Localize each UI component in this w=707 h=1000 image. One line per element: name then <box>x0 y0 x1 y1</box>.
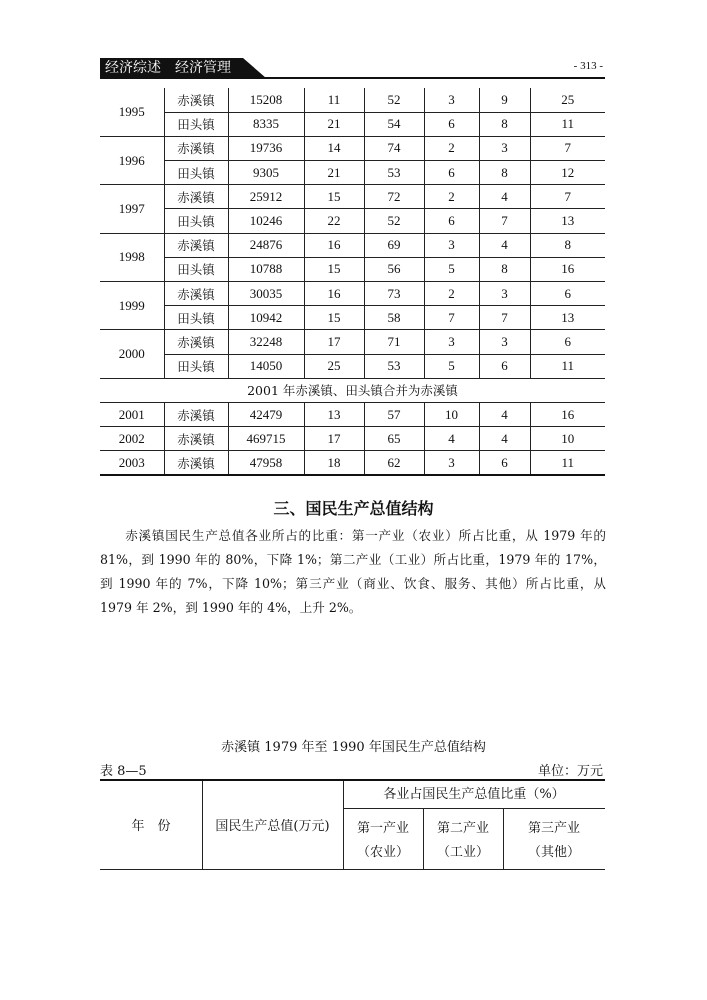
value-cell: 8 <box>479 161 530 185</box>
value-cell: 10246 <box>228 209 304 233</box>
value-cell: 4 <box>479 233 530 257</box>
value-cell: 53 <box>364 161 424 185</box>
merge-note: 2001 年赤溪镇、田头镇合并为赤溪镇 <box>100 378 605 402</box>
table-row <box>100 451 605 475</box>
header-divider <box>343 808 605 809</box>
value-cell: 8 <box>530 233 605 257</box>
table-row <box>100 185 605 209</box>
value-cell: 10788 <box>228 257 304 281</box>
value-cell: 42479 <box>228 402 304 426</box>
value-cell: 15 <box>304 257 364 281</box>
value-cell: 13 <box>530 209 605 233</box>
value-cell: 53 <box>364 354 424 378</box>
value-cell: 25 <box>530 88 605 112</box>
value-cell: 19736 <box>228 136 304 160</box>
town-cell: 田头镇 <box>164 161 228 185</box>
value-cell: 22 <box>304 209 364 233</box>
year-cell: 1998 <box>100 233 164 281</box>
year-cell: 2003 <box>100 451 164 475</box>
value-cell: 5 <box>424 257 479 281</box>
value-cell: 6 <box>479 354 530 378</box>
value-cell: 10942 <box>228 306 304 330</box>
value-cell: 3 <box>479 330 530 354</box>
town-cell: 赤溪镇 <box>164 451 228 475</box>
value-cell: 73 <box>364 282 424 306</box>
value-cell: 7 <box>530 185 605 209</box>
table-row <box>100 402 605 426</box>
col-header-year: 年 份 <box>131 819 171 834</box>
value-cell: 56 <box>364 257 424 281</box>
value-cell: 12 <box>530 161 605 185</box>
value-cell: 3 <box>479 136 530 160</box>
town-cell: 赤溪镇 <box>164 282 228 306</box>
value-cell: 14050 <box>228 354 304 378</box>
table-caption: 赤溪镇 1979 年至 1990 年国民生产总值结构 <box>221 740 486 755</box>
value-cell: 15208 <box>228 88 304 112</box>
col-header-tertiary: 第三产业 （其他） <box>527 821 580 860</box>
table-row <box>100 88 605 112</box>
value-cell: 71 <box>364 330 424 354</box>
table-row <box>100 209 605 233</box>
body-paragraph <box>100 524 606 620</box>
town-cell: 田头镇 <box>164 112 228 136</box>
value-cell: 32248 <box>228 330 304 354</box>
value-cell: 7 <box>479 306 530 330</box>
table-row <box>100 330 605 354</box>
value-cell: 17 <box>304 427 364 451</box>
value-cell: 8 <box>479 257 530 281</box>
value-cell: 25912 <box>228 185 304 209</box>
table-row <box>100 257 605 281</box>
page-number: - 313 - <box>573 60 603 72</box>
value-cell: 4 <box>479 402 530 426</box>
value-cell: 3 <box>424 88 479 112</box>
value-cell: 3 <box>424 330 479 354</box>
value-cell: 11 <box>530 451 605 475</box>
town-cell: 赤溪镇 <box>164 233 228 257</box>
value-cell: 16 <box>304 282 364 306</box>
year-cell: 2002 <box>100 427 164 451</box>
value-cell: 6 <box>424 161 479 185</box>
table-row <box>100 233 605 257</box>
value-cell: 9 <box>479 88 530 112</box>
value-cell: 11 <box>530 112 605 136</box>
value-cell: 21 <box>304 161 364 185</box>
table-unit: 单位：万元 <box>537 764 603 779</box>
table-row <box>100 354 605 378</box>
value-cell: 69 <box>364 233 424 257</box>
merge-note-row <box>100 378 605 402</box>
value-cell: 469715 <box>228 427 304 451</box>
value-cell: 72 <box>364 185 424 209</box>
col-header-share: 各业占国民生产总值比重（%） <box>383 787 565 802</box>
table-row <box>100 161 605 185</box>
gnp-structure-table <box>100 779 605 870</box>
value-cell: 62 <box>364 451 424 475</box>
town-cell: 赤溪镇 <box>164 330 228 354</box>
town-cell: 赤溪镇 <box>164 185 228 209</box>
year-cell: 2001 <box>100 402 164 426</box>
town-cell: 田头镇 <box>164 354 228 378</box>
value-cell: 6 <box>530 330 605 354</box>
value-cell: 21 <box>304 112 364 136</box>
value-cell: 4 <box>479 427 530 451</box>
value-cell: 58 <box>364 306 424 330</box>
value-cell: 9305 <box>228 161 304 185</box>
value-cell: 2 <box>424 136 479 160</box>
value-cell: 8 <box>479 112 530 136</box>
value-cell: 16 <box>304 233 364 257</box>
value-cell: 14 <box>304 136 364 160</box>
table-row <box>100 427 605 451</box>
value-cell: 6 <box>424 209 479 233</box>
value-cell: 11 <box>530 354 605 378</box>
town-cell: 赤溪镇 <box>164 427 228 451</box>
value-cell: 57 <box>364 402 424 426</box>
year-cell: 1997 <box>100 185 164 233</box>
value-cell: 15 <box>304 185 364 209</box>
value-cell: 30035 <box>228 282 304 306</box>
value-cell: 4 <box>424 427 479 451</box>
value-cell: 16 <box>530 402 605 426</box>
value-cell: 25 <box>304 354 364 378</box>
value-cell: 3 <box>479 282 530 306</box>
value-cell: 6 <box>479 451 530 475</box>
section-title: 三、国民生产总值结构 <box>273 499 434 518</box>
value-cell: 10 <box>424 402 479 426</box>
value-cell: 13 <box>530 306 605 330</box>
year-cell: 1995 <box>100 88 164 136</box>
value-cell: 3 <box>424 451 479 475</box>
town-cell: 田头镇 <box>164 209 228 233</box>
header-section-tab <box>100 58 266 78</box>
town-cell: 田头镇 <box>164 257 228 281</box>
col-header-primary: 第一产业 （农业） <box>356 821 409 860</box>
value-cell: 15 <box>304 306 364 330</box>
value-cell: 52 <box>364 209 424 233</box>
town-cell: 田头镇 <box>164 306 228 330</box>
table-number: 表 8—5 <box>100 764 147 779</box>
value-cell: 2 <box>424 185 479 209</box>
header-rule <box>100 77 605 79</box>
value-cell: 16 <box>530 257 605 281</box>
town-cell: 赤溪镇 <box>164 136 228 160</box>
header-section-label: 经济综述 经济管理 <box>105 60 231 76</box>
value-cell: 4 <box>479 185 530 209</box>
town-cell: 赤溪镇 <box>164 88 228 112</box>
value-cell: 2 <box>424 282 479 306</box>
table-row <box>100 282 605 306</box>
table-row <box>100 136 605 160</box>
value-cell: 74 <box>364 136 424 160</box>
col-header-gnp: 国民生产总值(万元) <box>215 819 330 834</box>
value-cell: 47958 <box>228 451 304 475</box>
table-row <box>100 112 605 136</box>
value-cell: 3 <box>424 233 479 257</box>
value-cell: 7 <box>479 209 530 233</box>
col-header-secondary: 第二产业 （工业） <box>436 821 489 860</box>
value-cell: 54 <box>364 112 424 136</box>
year-cell: 2000 <box>100 330 164 378</box>
value-cell: 13 <box>304 402 364 426</box>
value-cell: 5 <box>424 354 479 378</box>
paragraph-text: 赤溪镇国民生产总值各业所占的比重：第一产业（农业）所占比重，从 1979 年的 81%，到 1990 年的 80%，下降 1%；第二产业（工业）所占比重，1979 年的 17%，到 1990 年的 7%，下降 10%；第三产业（商业、饮食、服务、其他）所占比重，从 1979 年 2%，到 1990 年的 4%，上升 2%。 <box>100 528 606 615</box>
value-cell: 10 <box>530 427 605 451</box>
value-cell: 65 <box>364 427 424 451</box>
table-row <box>100 306 605 330</box>
value-cell: 11 <box>304 88 364 112</box>
value-cell: 6 <box>424 112 479 136</box>
value-cell: 18 <box>304 451 364 475</box>
township-data-table <box>100 88 605 476</box>
value-cell: 52 <box>364 88 424 112</box>
value-cell: 8335 <box>228 112 304 136</box>
value-cell: 7 <box>424 306 479 330</box>
value-cell: 24876 <box>228 233 304 257</box>
value-cell: 7 <box>530 136 605 160</box>
value-cell: 17 <box>304 330 364 354</box>
year-cell: 1999 <box>100 282 164 330</box>
year-cell: 1996 <box>100 136 164 184</box>
town-cell: 赤溪镇 <box>164 402 228 426</box>
value-cell: 6 <box>530 282 605 306</box>
